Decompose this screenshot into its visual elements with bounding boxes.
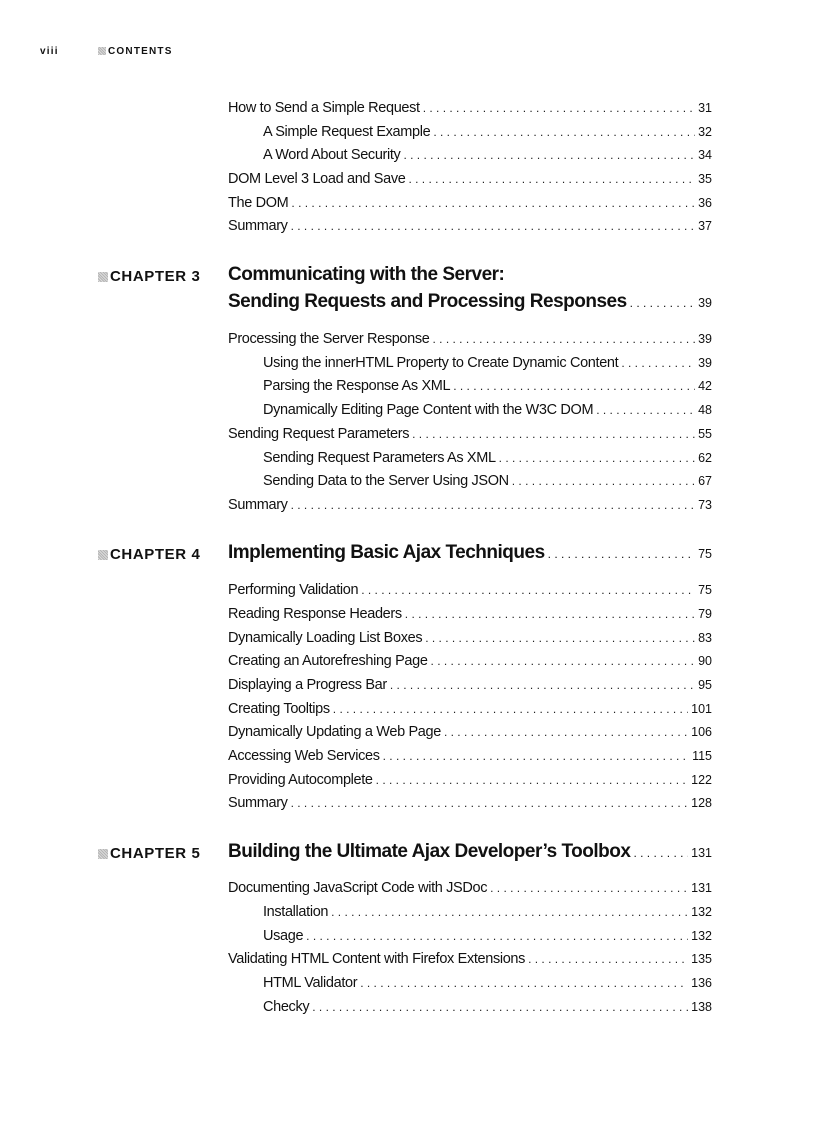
toc-entry-page: 39: [698, 356, 712, 370]
dot-leader: [403, 148, 695, 162]
toc-entry-title: Parsing the Response As XML: [263, 378, 451, 394]
gray-square-icon: [98, 550, 108, 560]
toc-entry-page: 95: [698, 678, 712, 692]
chapter-title-text: Sending Requests and Processing Responses: [228, 291, 627, 312]
toc-entry-title: Documenting JavaScript Code with JSDoc: [228, 880, 488, 896]
dot-leader: [306, 929, 688, 943]
dot-leader: [390, 678, 695, 692]
toc-subentry[interactable]: [263, 378, 712, 398]
toc-entry-title: How to Send a Simple Request: [228, 100, 420, 116]
chapter-title[interactable]: [228, 841, 712, 867]
chapter-label: [98, 268, 200, 285]
toc-subentry[interactable]: [263, 450, 712, 470]
toc-entry[interactable]: [228, 772, 712, 792]
toc-entry-page: 62: [698, 451, 712, 465]
toc-entry-title: Installation: [263, 904, 329, 920]
dot-leader: [453, 379, 695, 393]
dot-leader: [512, 474, 695, 488]
chapter-title-line1[interactable]: Communicating with the Server:: [228, 264, 505, 285]
dot-leader: [405, 607, 695, 621]
toc-entry-title: Using the innerHTML Property to Create Dynamic Content: [263, 355, 619, 371]
toc-entry-title: Usage: [263, 928, 304, 944]
toc-entry-title: Performing Validation: [228, 582, 359, 598]
toc-entry-page: 138: [691, 1000, 712, 1014]
toc-entry-page: 39: [698, 332, 712, 346]
toc-entry-title: Dynamically Loading List Boxes: [228, 630, 423, 646]
toc-entry[interactable]: [228, 606, 712, 626]
toc-entry-page: 79: [698, 607, 712, 621]
toc-entry[interactable]: [228, 497, 712, 517]
toc-entry[interactable]: [228, 795, 712, 815]
chapter-label: [98, 845, 200, 862]
dot-leader: [432, 332, 695, 346]
dot-leader: [490, 881, 688, 895]
toc-entry-page: 106: [691, 725, 712, 739]
chapter-page: 39: [698, 296, 712, 310]
toc-entry-page: 90: [698, 654, 712, 668]
toc-entry-page: 32: [698, 125, 712, 139]
toc-entry-page: 135: [691, 952, 712, 966]
dot-leader: [433, 125, 695, 139]
toc-entry[interactable]: [228, 426, 712, 446]
dot-leader: [548, 547, 695, 561]
toc-entry-page: 83: [698, 631, 712, 645]
toc-entry-title: Providing Autocomplete: [228, 772, 373, 788]
dot-leader: [291, 498, 696, 512]
toc-entry-page: 115: [692, 749, 712, 763]
toc-entry-title: DOM Level 3 Load and Save: [228, 171, 406, 187]
dot-leader: [312, 1000, 688, 1014]
toc-entry[interactable]: [228, 218, 712, 238]
toc-entry-title: Summary: [228, 795, 288, 811]
toc-entry[interactable]: [228, 195, 712, 215]
toc-entry-page: 34: [698, 148, 712, 162]
chapter-title[interactable]: [228, 291, 712, 317]
dot-leader: [630, 296, 695, 310]
gray-square-icon: [98, 272, 108, 282]
gray-square-icon: [98, 849, 108, 859]
toc-entry-title: Sending Data to the Server Using JSON: [263, 473, 509, 489]
toc-entry-title: Accessing Web Services: [228, 748, 380, 764]
toc-entry-page: 132: [691, 929, 712, 943]
dot-leader: [291, 796, 689, 810]
section-title-text: CONTENTS: [108, 45, 173, 57]
toc-entry-page: 36: [698, 196, 712, 210]
toc-subentry[interactable]: [263, 904, 712, 924]
toc-entry-title: Validating HTML Content with Firefox Extensions: [228, 951, 526, 967]
toc-entry-title: The DOM: [228, 195, 289, 211]
toc-entry-page: 31: [698, 101, 712, 115]
toc-entry[interactable]: [228, 653, 712, 673]
toc-entry-title: Reading Response Headers: [228, 606, 402, 622]
toc-entry-page: 48: [698, 403, 712, 417]
toc-entry-page: 131: [691, 881, 712, 895]
toc-entry-page: 136: [691, 976, 712, 990]
page-header: [40, 44, 173, 58]
toc-entry-title: Sending Request Parameters: [228, 426, 410, 442]
toc-entry-title: Processing the Server Response: [228, 331, 430, 347]
toc-entry[interactable]: [228, 331, 712, 351]
toc-entry[interactable]: [228, 100, 712, 120]
toc-entry[interactable]: [228, 880, 712, 900]
gray-square-icon: [98, 47, 106, 55]
toc-entry[interactable]: [228, 630, 712, 650]
toc-entry-page: 128: [691, 796, 712, 810]
toc-entry-title: Checky: [263, 999, 310, 1015]
chapter-page: 131: [691, 846, 712, 860]
chapter-title[interactable]: [228, 542, 712, 568]
toc-entry-title: Creating Tooltips: [228, 701, 330, 717]
toc-entry-page: 132: [691, 905, 712, 919]
toc-entry[interactable]: [228, 677, 712, 697]
dot-leader: [412, 427, 695, 441]
toc-entry-page: 67: [698, 474, 712, 488]
toc-entry[interactable]: [228, 582, 712, 602]
toc-subentry[interactable]: [263, 473, 712, 493]
dot-leader: [444, 725, 688, 739]
dot-leader: [425, 631, 695, 645]
dot-leader: [528, 952, 688, 966]
toc-entry[interactable]: [228, 951, 712, 971]
toc-entry-title: Creating an Autorefreshing Page: [228, 653, 428, 669]
toc-entry-page: 101: [691, 702, 712, 716]
chapter-label-text: CHAPTER 5: [110, 845, 201, 862]
toc-subentry[interactable]: [263, 402, 712, 422]
toc-entry-title: HTML Validator: [263, 975, 358, 991]
toc-entry-page: 75: [698, 583, 712, 597]
dot-leader: [291, 219, 696, 233]
toc-subentry[interactable]: [263, 999, 712, 1019]
dot-leader: [408, 172, 695, 186]
dot-leader: [361, 583, 695, 597]
toc-entry-title: Dynamically Editing Page Content with the W3C DOM: [263, 402, 594, 418]
toc-entry[interactable]: [228, 724, 712, 744]
toc-entry[interactable]: [228, 171, 712, 191]
chapter-label: [98, 546, 200, 563]
dot-leader: [383, 749, 689, 763]
toc-entry[interactable]: [228, 748, 712, 768]
toc-subentry[interactable]: [263, 975, 712, 995]
dot-leader: [331, 905, 688, 919]
toc-entry-page: 73: [698, 498, 712, 512]
toc-entry-title: Sending Request Parameters As XML: [263, 450, 496, 466]
toc-entry-title: Displaying a Progress Bar: [228, 677, 387, 693]
section-title: [98, 46, 173, 57]
toc-subentry[interactable]: [263, 124, 712, 144]
dot-leader: [376, 773, 688, 787]
toc-entry[interactable]: [228, 701, 712, 721]
dot-leader: [423, 101, 695, 115]
toc-entry-page: 35: [698, 172, 712, 186]
toc-entry-title: A Word About Security: [263, 147, 401, 163]
dot-leader: [291, 196, 695, 210]
dot-leader: [333, 702, 688, 716]
chapter-label-text: CHAPTER 3: [110, 268, 201, 285]
toc-entry-title: Summary: [228, 497, 288, 513]
chapter-label-text: CHAPTER 4: [110, 546, 201, 563]
toc-entry-title: Dynamically Updating a Web Page: [228, 724, 441, 740]
toc-subentry[interactable]: [263, 928, 712, 948]
toc-entry-page: 37: [698, 219, 712, 233]
toc-entry-page: 122: [691, 773, 712, 787]
dot-leader: [596, 403, 695, 417]
toc-entry-title: A Simple Request Example: [263, 124, 431, 140]
chapter-title-text: Implementing Basic Ajax Techniques: [228, 542, 545, 563]
chapter-page: 75: [698, 547, 712, 561]
dot-leader: [621, 356, 695, 370]
toc-subentry[interactable]: [263, 355, 712, 375]
dot-leader: [633, 846, 688, 860]
dot-leader: [499, 451, 695, 465]
dot-leader: [360, 976, 688, 990]
dot-leader: [431, 654, 696, 668]
page-number: viii: [40, 45, 59, 57]
toc-entry-page: 42: [698, 379, 712, 393]
chapter-title-text: Building the Ultimate Ajax Developer’s Toolbox: [228, 841, 631, 862]
toc-entry-title: Summary: [228, 218, 288, 234]
toc-entry-page: 55: [698, 427, 712, 441]
toc-subentry[interactable]: [263, 147, 712, 167]
